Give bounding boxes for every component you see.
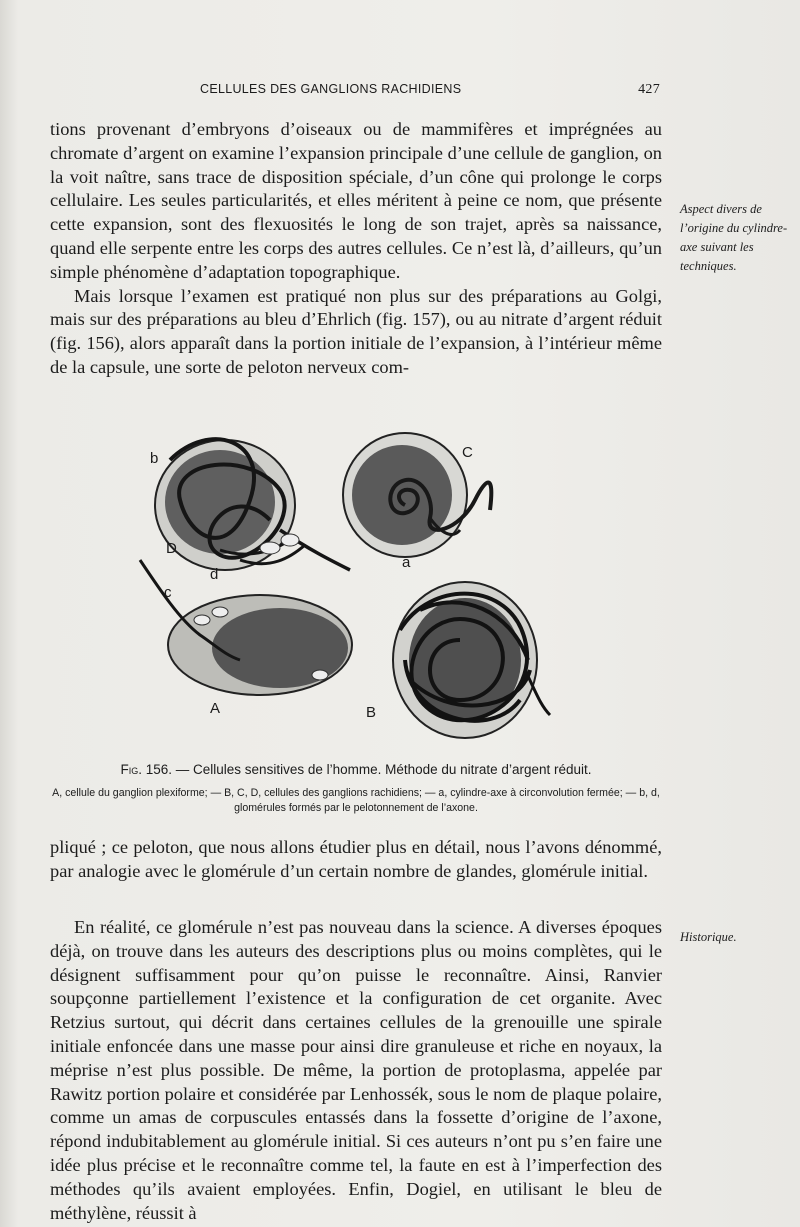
running-head-title: CELLULES DES GANGLIONS RACHIDIENS xyxy=(200,82,462,96)
figure-caption-legend: A, cellule du ganglion plexiforme; — B, C, D, cellules des ganglions rachidiens; — a, cylindre-axe à circonvolution fermée; — b, d, glomérules formés par le pelotonnement de l’axone. xyxy=(52,787,660,814)
figure-label-C: C xyxy=(462,444,473,461)
figure-caption-title xyxy=(50,762,662,777)
paragraph-historique: En réalité, ce glomérule n’est pas nouveau dans la science. A diverses époques déjà, on trouve dans les auteurs des descriptions plus ou moins complètes, qui le désignent suffisamment pour qu’on puisse le reconnaître. Ainsi, Ranvier soupçonne partiellement l’existence et la configuration de cet organite. Avec Retzius surtout, qui décrit dans certaines cellules de la grenouille une spirale initiale enfoncée dans une masse pour ainsi dire granuleuse et riche en noyaux, la méprise n’est plus possible. De même, la portion de protoplasma, appelée par Rawitz portion polaire et considérée par Lenhossék, sous le nom de plaque polaire, comme un amas de corpuscules entassés dans la fossette d’origine de l’axone, répond indubitablement au glomérule initial. Si ces auteurs n’ont pu s’en faire une idée plus précise et le reconnaître comme tel, la faute en est à l’imperfection des méthodes qu’ils avaient employées. Enfin, Dogiel, en utilisant le bleu de méthylène, réussit à xyxy=(50,917,662,1223)
paragraph-continuation: tions provenant d’embryons d’oiseaux ou de mammifères et imprégnées au chromate d’argent on examine l’expansion principale d’une cellule de ganglion, on la voit naître, sans trace de disposition spéciale, d’un cône qui prolonge le corps cellulaire. Les seules particularités, et elles méritent à peine ce nom, que présente cette expansion, sont des flexuosités le long de son trajet, après sa naissance, quand elle serpente entre les corps des autres cellules. Ce n’est là, d’ailleurs, qu’un simple phénomène d’adaptation topographique. xyxy=(50,119,662,282)
cell-B xyxy=(393,582,550,738)
figure-label-A: A xyxy=(210,700,221,717)
figure-label-a: a xyxy=(402,554,411,571)
figure-label-b: b xyxy=(150,450,159,467)
cell-D xyxy=(155,439,350,570)
figure-label-d: d xyxy=(210,566,219,583)
text-block-middle xyxy=(50,836,662,884)
text-block-bottom xyxy=(50,916,662,1225)
cell-A xyxy=(140,560,352,695)
paragraph-golgi: Mais lorsque l’examen est pratiqué non plus sur des préparations au Golgi, mais sur des préparations au bleu d’Ehrlich (fig. 157), ou au nitrate d’argent réduit (fig. 156), alors apparaît dans la portion initiale de l’expansion, à l’intérieur même de la capsule, une sorte de peloton nerveux com- xyxy=(50,285,662,377)
figure-label-D: D xyxy=(166,540,177,557)
figure-label-B: B xyxy=(366,704,377,721)
margin-note-aspect: Aspect divers de l’origine du cylindre-axe suivant les techniques. xyxy=(680,202,788,273)
figure-156-illustration xyxy=(130,420,560,750)
text-block-top xyxy=(50,118,662,380)
figure-156 xyxy=(130,420,560,750)
figure-caption-text: — Cellules sensitives de l’homme. Méthode du nitrate d’argent réduit. xyxy=(175,762,592,777)
margin-note-historique: Historique. xyxy=(680,930,737,944)
page-number: 427 xyxy=(638,82,660,97)
figure-label-c: c xyxy=(164,584,172,601)
paragraph-glomerule: pliqué ; ce peloton, que nous allons étudier plus en détail, nous l’avons dénommé, par analogie avec le glomérule d’un certain nombre de glandes, glomérule initial. xyxy=(50,837,662,881)
figure-caption-number: Fig. 156. xyxy=(120,762,173,777)
